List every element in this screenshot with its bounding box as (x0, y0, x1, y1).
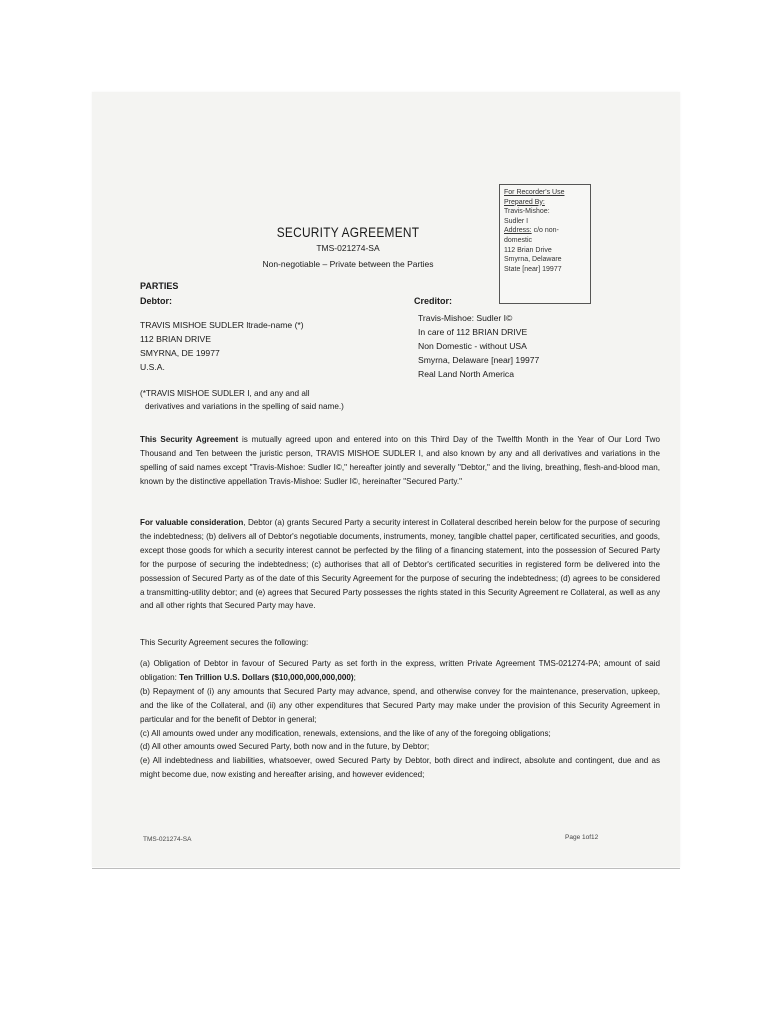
debtor-name-note (140, 387, 344, 413)
secured-items-list (140, 657, 660, 782)
scanned-page (92, 92, 680, 867)
document-subtitle: Non-negotiable – Private between the Parties (262, 259, 434, 269)
creditor-line: Non Domestic - without USA (418, 341, 527, 351)
paragraph-text: , Debtor (a) grants Secured Party a security interest in Collateral described herein below for the purpose of securing the indebtedness; (b) delivers all of Debtor's negotiable documents, instruments, money, tangible chattel paper, certificated securities, and goods, except those goods for which a security interest cannot be perfected by the filing of a financing statement, into the possession of Secured Party for the purpose of securing the indebtedness; (c) authorises that all of Debtor's certificated securities in registered form be delivered into the possession of Secured Party as of the date of this Security Agreement for the purpose of securing the indebtedness; (d) agrees to be considered a transmitting-utility debtor; and (e) agrees that Secured Party possesses the rights stated in this Security Agreement re Collateral, as well as any and all other rights that Secured Party may have. (140, 518, 660, 611)
list-item: (d) All other amounts owed Secured Party, both now and in the future, by Debtor; (140, 742, 430, 752)
document-id: TMS-021274-SA (316, 243, 380, 253)
debtor-line: U.S.A. (140, 362, 165, 372)
item-a-end: ; (353, 672, 356, 682)
creditor-line: Real Land North America (418, 369, 515, 379)
creditor-line: Smyrna, Delaware [near] 19977 (418, 355, 540, 365)
paragraph-lead: For valuable consideration (140, 518, 244, 527)
paragraph-lead: This Security Agreement (140, 435, 239, 444)
recorder-heading: For Recorder's Use (504, 189, 565, 196)
debtor-line: SMYRNA, DE 19977 (140, 348, 220, 358)
debtor-line: 112 BRIAN DRIVE (140, 334, 212, 344)
address-value: c/o non- (531, 227, 559, 235)
preparer-name-2: Sudler I (504, 217, 529, 225)
address-street: 112 Brian Drive (504, 246, 552, 254)
address-city: Smyrna, Delaware (504, 256, 562, 264)
debtor-address (140, 318, 304, 374)
debtor-line: TRAVIS MISHOE SUDLER ltrade-name (*) (140, 320, 304, 330)
paragraph-agreement (140, 433, 660, 489)
parties-heading: PARTIES (140, 281, 179, 291)
address-state: State [near] 19977 (504, 265, 562, 273)
list-item: (e) All indebtedness and liabilities, whatsoever, owed Secured Party by Debtor, both direct and indirect, absolute and contingent, due and as might become due, now existing and hereafter arising, and however evidenced; (140, 756, 660, 780)
prepared-by-label: Prepared By: (504, 198, 545, 206)
item-a-text: (a) Obligation of Debtor in favour of Secured Party as set forth in the express, written Private Agreement TMS-021274-PA; amount of said obligation: (140, 659, 660, 682)
paragraph-consideration (140, 516, 660, 613)
note-line: derivatives and variations in the spelling of said name.) (145, 402, 344, 411)
list-item: (b) Repayment of (i) any amounts that Secured Party may advance, spend, and otherwise convey for the maintenance, preservation, upkeep, and the like of the Collateral, and (ii) any other expenditures that Secured Party may make under the provision of this Security Agreement in particular and for the benefit of Debtor in general; (140, 686, 660, 724)
page-bottom-edge (92, 868, 680, 869)
creditor-address (418, 311, 539, 381)
list-item (140, 657, 660, 685)
creditor-line: Travis-Mishoe: Sudler I© (418, 313, 513, 323)
creditor-line: In care of 112 BRIAN DRIVE (418, 327, 528, 337)
paragraph-secures: This Security Agreement secures the following: (140, 638, 309, 647)
creditor-label: Creditor: (414, 296, 452, 306)
preparer-name-1: Travis-Mishoe: (504, 208, 550, 216)
document-title: SECURITY AGREEMENT (276, 224, 420, 240)
note-line: (*TRAVIS MISHOE SUDLER I, and any and all (140, 389, 310, 398)
paragraph-text: is mutually agreed upon and entered into on this Third Day of the Twelfth Month in the Year of Our Lord Two Thousand and Ten between the juristic person, TRAVIS MISHOE SUDLER I, and also known by any and all derivatives and variations in the spelling of said names except "Travis-Mishoe: Sudler I©," hereafter jointly and severally "Debtor," and the living, breathing, flesh-and-blood man, known by the distinctive appellation Travis-Mishoe: Sudler I©, hereinafter "Secured Party." (140, 435, 660, 486)
footer-page-number: Page 1of12 (565, 834, 599, 841)
debtor-label: Debtor: (140, 296, 172, 306)
footer-document-id: TMS-021274-SA (143, 836, 192, 843)
address-line-2: domestic (504, 236, 533, 244)
list-item: (c) All amounts owed under any modification, renewals, extensions, and the like of any of the foregoing obligations; (140, 728, 551, 738)
obligation-amount: Ten Trillion U.S. Dollars ($10,000,000,000,000) (179, 672, 354, 682)
address-label: Address: (504, 227, 532, 235)
